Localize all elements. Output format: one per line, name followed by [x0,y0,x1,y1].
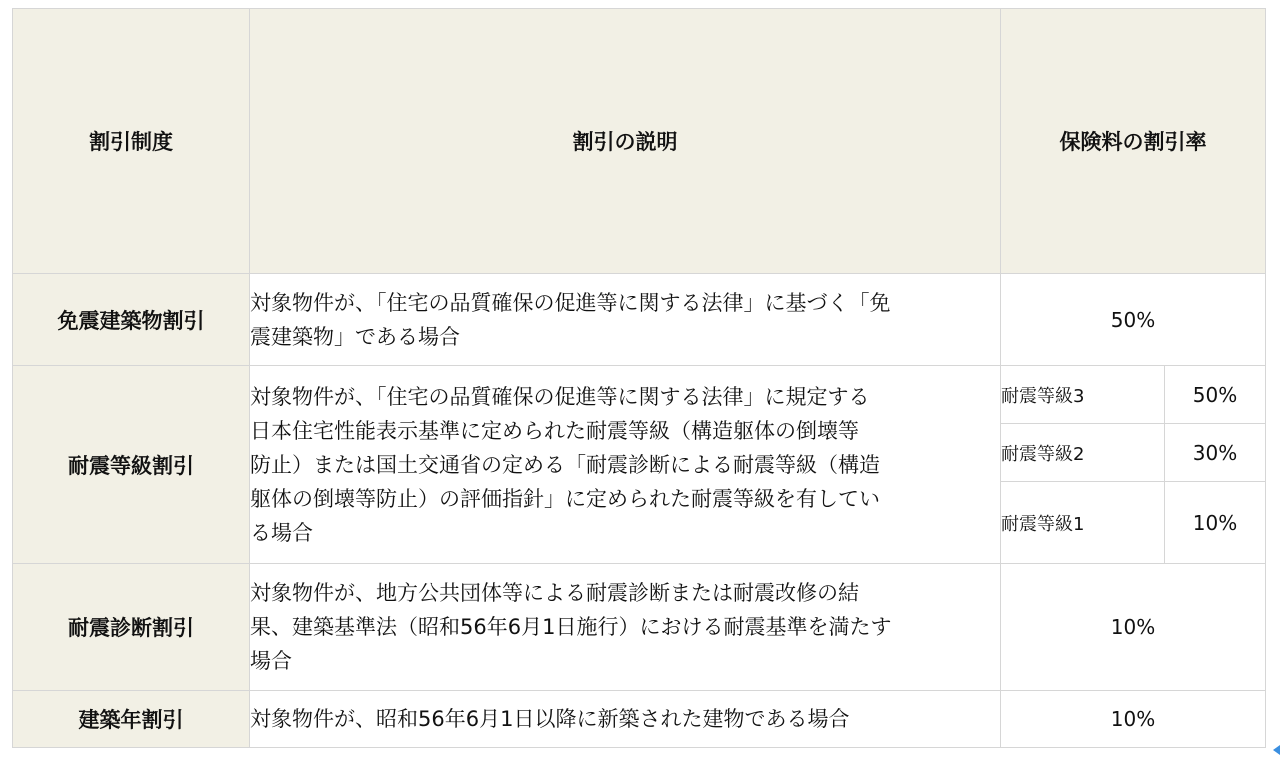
description-line: 震建築物」である場合 [250,324,460,349]
description-line: 対象物件が、地方公共団体等による耐震診断または耐震改修の結 [250,581,859,605]
grade-rate: 30% [1165,424,1266,482]
description-line: る場合 [250,520,313,545]
discount-table [12,8,1266,748]
row-label-seismic-diagnosis: 耐震診断割引 [13,564,250,691]
row-rate-seismic-isolation: 50% [1001,274,1266,366]
description-line: 対象物件が、昭和56年6月1日以降に新築された建物である場合 [250,707,850,731]
header-row [13,9,1266,274]
table-row [13,274,1266,366]
table-row [13,366,1266,424]
description-line: 対象物件が、「住宅の品質確保の促進等に関する法律」に基づく「免 [250,290,891,315]
row-description-seismic-isolation [250,274,1001,366]
description-line: 躯体の倒壊等防止）の評価指針」に定められた耐震等級を有してい [250,486,880,511]
description-line: 果、建築基準法（昭和56年6月1日施行）における耐震基準を満たす [250,615,892,639]
discount-table-container [12,8,1266,748]
row-description-construction-year [250,691,1001,748]
row-label-seismic-grade: 耐震等級割引 [13,366,250,564]
description-line: 対象物件が、「住宅の品質確保の促進等に関する法律」に規定する [250,384,870,409]
row-description-seismic-grade [250,366,1001,564]
description-line: 日本住宅性能表示基準に定められた耐震等級（構造躯体の倒壊等 [250,418,859,443]
grade-name: 耐震等級3 [1001,366,1165,424]
header-discount-system: 割引制度 [13,9,250,274]
table-row [13,691,1266,748]
grade-name: 耐震等級1 [1001,482,1165,564]
header-discount-rate: 保険料の割引率 [1001,9,1266,274]
grade-rate: 50% [1165,366,1266,424]
scroll-arrow-icon[interactable] [1273,745,1280,755]
description-line: 場合 [250,649,292,673]
description-line: 防止）または国土交通省の定める「耐震診断による耐震等級（構造 [250,452,880,477]
row-rate-construction-year: 10% [1001,691,1266,748]
row-label-seismic-isolation: 免震建築物割引 [13,274,250,366]
grade-rate: 10% [1165,482,1266,564]
header-discount-description: 割引の説明 [250,9,1001,274]
table-row [13,564,1266,691]
row-label-construction-year: 建築年割引 [13,691,250,748]
row-rate-seismic-diagnosis: 10% [1001,564,1266,691]
row-description-seismic-diagnosis [250,564,1001,691]
grade-name: 耐震等級2 [1001,424,1165,482]
